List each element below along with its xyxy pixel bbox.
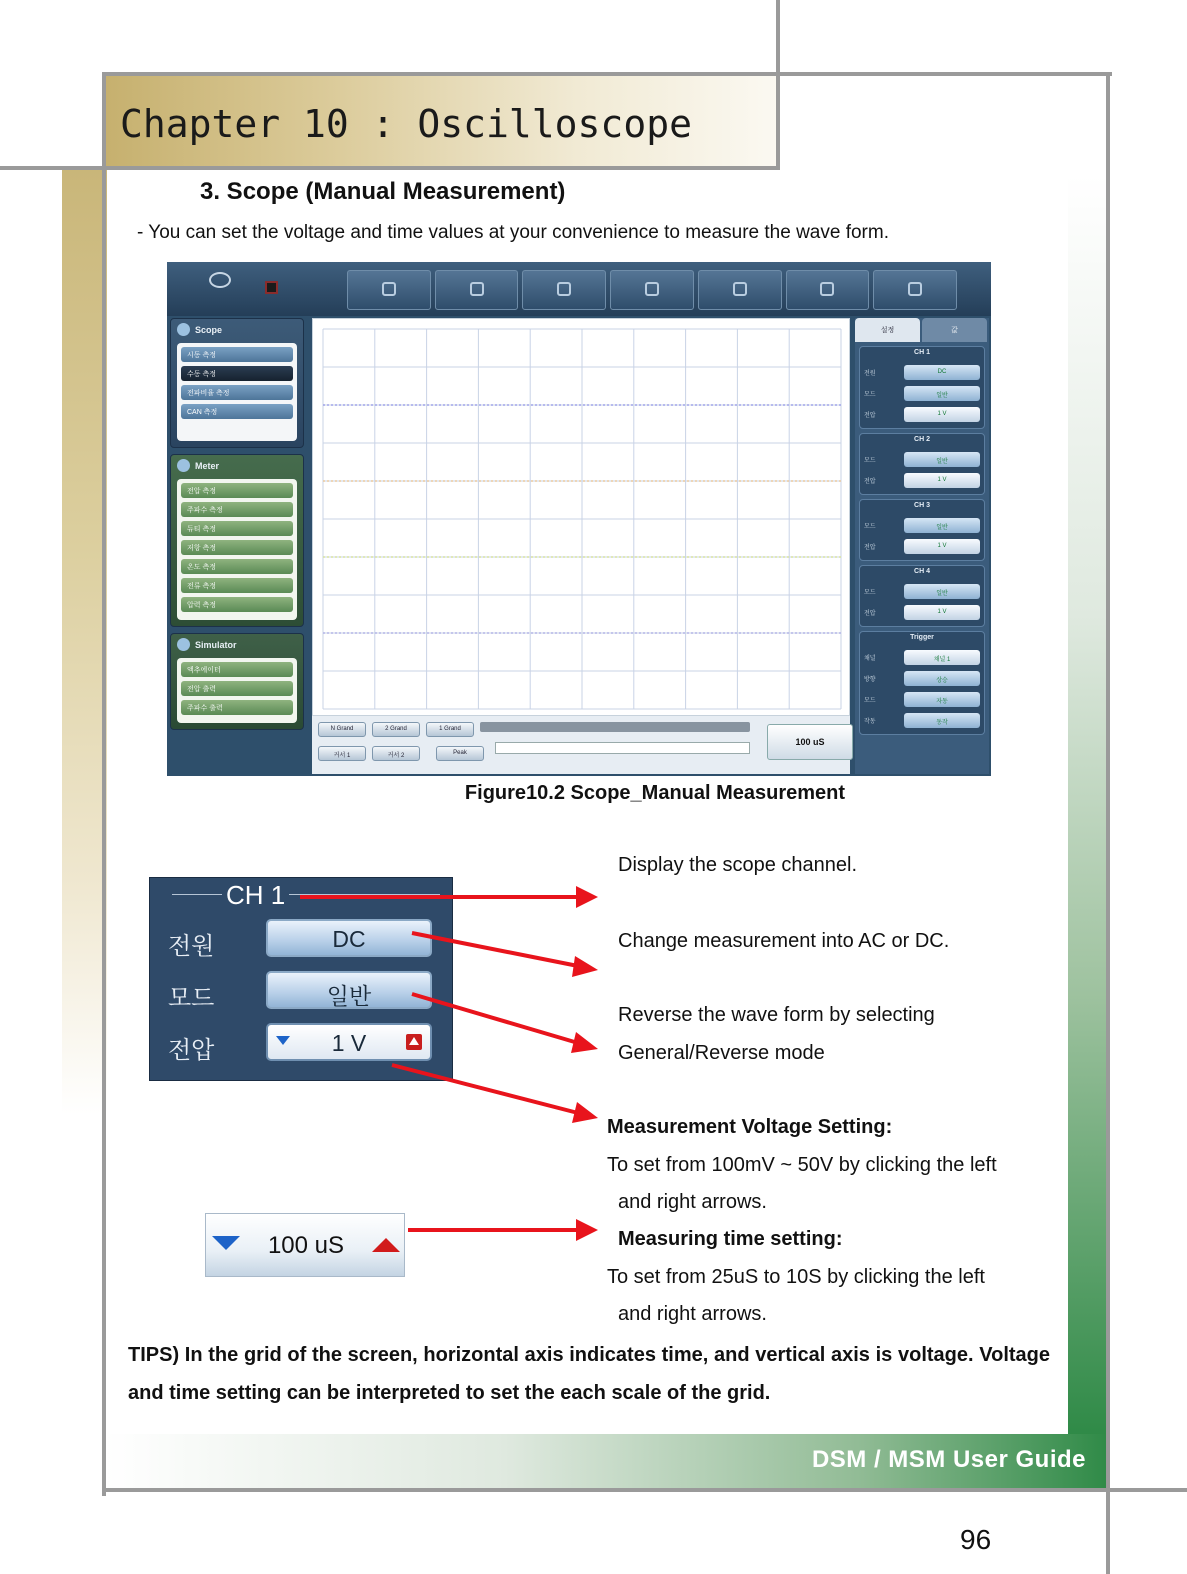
tab-values[interactable]: 값: [922, 318, 987, 342]
meter-group-title: Meter: [171, 455, 303, 477]
meter-item[interactable]: 전압 측정: [181, 483, 293, 498]
simulator-group-title: Simulator: [171, 634, 303, 656]
simulator-item[interactable]: 주파수 출력: [181, 700, 293, 715]
note-time-line1: To set from 25uS to 10S by clicking the left: [607, 1266, 985, 1288]
arrow-head: [572, 1102, 598, 1123]
ch3-mode-button[interactable]: 일반: [904, 518, 980, 533]
voltage-value: 1 V: [331, 1030, 367, 1056]
ch3-voltage-label: 전압: [864, 545, 876, 551]
note-time-title: Measuring time setting:: [618, 1228, 843, 1250]
arrow-line: [392, 1065, 578, 1113]
note-acdc: Change measurement into AC or DC.: [618, 930, 950, 952]
meter-item[interactable]: 듀티 측정: [181, 521, 293, 536]
ch1-voltage-label: 전압: [864, 413, 876, 419]
ch3-voltage-stepper[interactable]: 1 V: [904, 539, 980, 554]
ch3-mode-label: 모드: [864, 524, 876, 530]
power-label: 전원: [168, 933, 215, 960]
arrow-line: [412, 933, 578, 966]
grand-2-button[interactable]: 2 Grand: [372, 722, 420, 737]
arrow-head: [571, 1032, 598, 1053]
meter-item[interactable]: 전류 측정: [181, 578, 293, 593]
trigger-direction-label: 방향: [864, 677, 876, 683]
trigger-channel-label: 채널: [864, 656, 876, 662]
ch1-title: CH 1: [914, 349, 930, 356]
ch1-mode-button[interactable]: 일반: [904, 386, 980, 401]
arrow-head: [576, 886, 598, 908]
ch4-voltage-label: 전압: [864, 611, 876, 617]
chapter-title: Chapter 10 : Oscilloscope: [120, 102, 692, 146]
footer-guide-title: DSM / MSM User Guide: [811, 1446, 1086, 1473]
scope-item[interactable]: 전파비율 측정: [181, 385, 293, 400]
ch2-voltage-stepper[interactable]: 1 V: [904, 473, 980, 488]
meter-item[interactable]: 저항 측정: [181, 540, 293, 555]
time-setting-button[interactable]: 100 uS: [767, 724, 853, 760]
ch3-title: CH 3: [914, 502, 930, 509]
section-title: 3. Scope (Manual Measurement): [200, 178, 566, 205]
note-reverse-line1: Reverse the wave form by selecting: [618, 1004, 935, 1026]
note-channel: Display the scope channel.: [618, 854, 858, 876]
trigger-channel-select[interactable]: 채널 1: [904, 650, 980, 665]
trigger-mode-label: 모드: [864, 698, 876, 704]
scope-item[interactable]: CAN 측정: [181, 404, 293, 419]
meter-item[interactable]: 압력 측정: [181, 597, 293, 612]
page-number: 96: [960, 1524, 992, 1555]
trigger-mode-button[interactable]: 자동: [904, 692, 980, 707]
cursor-1-button[interactable]: 커서 1: [318, 746, 366, 761]
ch1-power-label: 전원: [864, 371, 876, 377]
voltage-label: 전압: [168, 1037, 215, 1064]
meter-item[interactable]: 주파수 측정: [181, 502, 293, 517]
simulator-item[interactable]: 전압 출력: [181, 681, 293, 696]
ch4-mode-button[interactable]: 일반: [904, 584, 980, 599]
mode-button[interactable]: 일반: [266, 971, 432, 1009]
trigger-action-label: 작동: [864, 719, 876, 725]
ac-dc-button[interactable]: DC: [266, 919, 432, 957]
ch1-voltage-stepper[interactable]: 1 V: [904, 407, 980, 422]
tips-paragraph: TIPS) In the grid of the screen, horizontal axis indicates time, and vertical axis is voltage. Voltage and time setting can be interpreted to set the each scale of the grid.: [128, 1344, 1050, 1404]
mode-label: 모드: [168, 985, 215, 1012]
ch2-voltage-label: 전압: [864, 479, 876, 485]
scope-item-selected[interactable]: 수동 측정: [181, 366, 293, 381]
ch4-mode-label: 모드: [864, 590, 876, 596]
ch4-title: CH 4: [914, 568, 930, 575]
tab-settings[interactable]: 설정: [855, 318, 920, 342]
ch2-title: CH 2: [914, 436, 930, 443]
trigger-action-button[interactable]: 동작: [904, 713, 980, 728]
scope-group-title: Scope: [171, 319, 303, 341]
cursor-2-button[interactable]: 커서 2: [372, 746, 420, 761]
grand-1-button[interactable]: 1 Grand: [426, 722, 474, 737]
note-reverse-line2: General/Reverse mode: [618, 1042, 825, 1064]
note-voltage-title: Measurement Voltage Setting:: [607, 1116, 893, 1138]
ch2-mode-label: 모드: [864, 458, 876, 464]
ch1-zoom-title: CH 1: [222, 880, 289, 911]
grand-n-button[interactable]: N Grand: [318, 722, 366, 737]
peak-button[interactable]: Peak: [436, 746, 484, 761]
note-voltage-line1: To set from 100mV ~ 50V by clicking the left: [607, 1154, 997, 1176]
ch1-mode-label: 모드: [864, 392, 876, 398]
note-voltage-line2: and right arrows.: [618, 1191, 767, 1213]
arrow-head: [576, 1219, 598, 1241]
ch2-mode-button[interactable]: 일반: [904, 452, 980, 467]
arrow-line: [412, 994, 578, 1043]
ch1-power-button[interactable]: DC: [904, 365, 980, 380]
arrow-head: [572, 956, 598, 977]
trigger-direction-button[interactable]: 상승: [904, 671, 980, 686]
figure-caption: Figure10.2 Scope_Manual Measurement: [464, 782, 846, 804]
section-subtitle: - You can set the voltage and time values at your convenience to measure the wave form.: [137, 222, 889, 243]
time-value: 100 uS: [267, 1232, 345, 1259]
simulator-item[interactable]: 액추에이터: [181, 662, 293, 677]
scope-item[interactable]: 시동 측정: [181, 347, 293, 362]
ch4-voltage-stepper[interactable]: 1 V: [904, 605, 980, 620]
trigger-title: Trigger: [910, 634, 934, 641]
meter-item[interactable]: 온도 측정: [181, 559, 293, 574]
note-time-line2: and right arrows.: [618, 1303, 767, 1325]
